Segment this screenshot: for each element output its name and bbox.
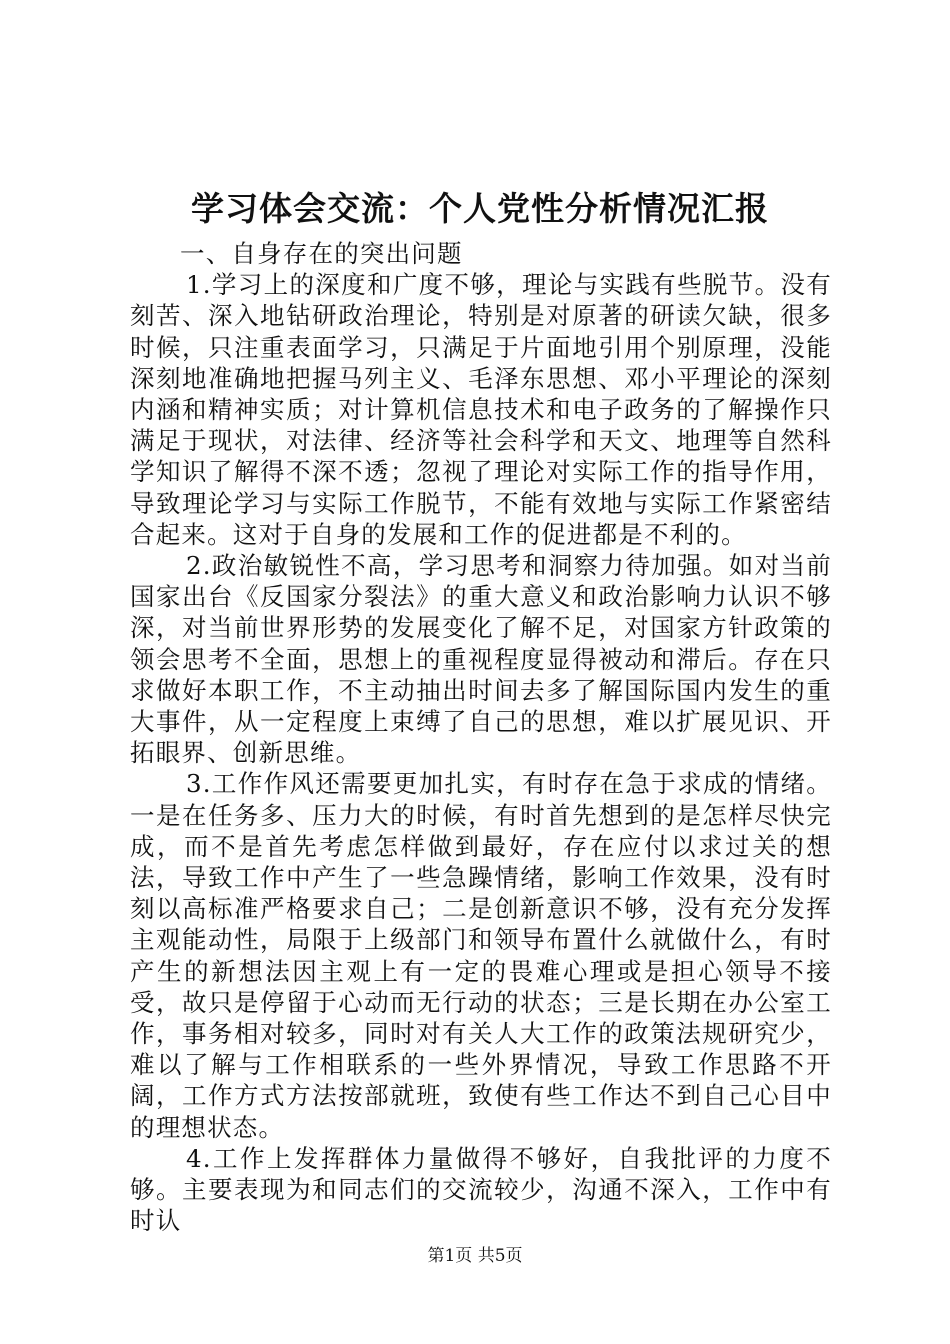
page-footer: 第1页 共5页 xyxy=(427,1246,523,1266)
paragraph-1: 1.学习上的深度和广度不够，理论与实践有些脱节。没有刻苦、深入地钻研政治理论，特别是对原著的研读欠缺，很多时候，只注重表面学习，只满足于片面地引用个别原理，没能深刻地准确地把握马列主义、毛泽东思想、邓小平理论的深刻内涵和精神实质；对计算机信息技术和电子政务的了解操作只满足于现状，对法律、经济等社会科学和天文、地理等自然科学知识了解得不深不透；忽视了理论对实际工作的指导作用，导致理论学习与实际工作脱节，不能有效地与实际工作紧密结合起来。这对于自身的发展和工作的促进都是不利的。 xyxy=(130,270,832,549)
paragraph-4: 4.工作上发挥群体力量做得不够好，自我批评的力度不够。主要表现为和同志们的交流较少，沟通不深入，工作中有时认 xyxy=(130,1143,832,1236)
document-title: 学习体会交流：个人党性分析情况汇报 xyxy=(191,189,769,228)
document-body xyxy=(130,238,832,1237)
paragraph-2: 2.政治敏锐性不高，学习思考和洞察力待加强。如对当前国家出台《反国家分裂法》的重大意义和政治影响力认识不够深，对当前世界形势的发展变化了解不足，对国家方针政策的领会思考不全面，思想上的重视程度显得被动和滞后。存在只求做好本职工作，不主动抽出时间去多了解国际国内发生的重大事件，从一定程度上束缚了自己的思想，难以扩展见识、开拓眼界、创新思维。 xyxy=(130,551,832,768)
paragraph-3: 3.工作作风还需要更加扎实，有时存在急于求成的情绪。一是在任务多、压力大的时候，有时首先想到的是怎样尽快完成，而不是首先考虑怎样做到最好，存在应付以求过关的想法，导致工作中产生了一些急躁情绪，影响工作效果，没有时刻以高标准严格要求自己；二是创新意识不够，没有充分发挥主观能动性，局限于上级部门和领导布置什么就做什么，有时产生的新想法因主观上有一定的畏难心理或是担心领导不接受，故只是停留于心动而无行动的状态；三是长期在办公室工作，事务相对较多，同时对有关人大工作的政策法规研究少，难以了解与工作相联系的一些外界情况，导致工作思路不开阔，工作方式方法按部就班，致使有些工作达不到自己心目中的理想状态。 xyxy=(130,769,832,1142)
section-heading: 一、自身存在的突出问题 xyxy=(180,239,463,268)
